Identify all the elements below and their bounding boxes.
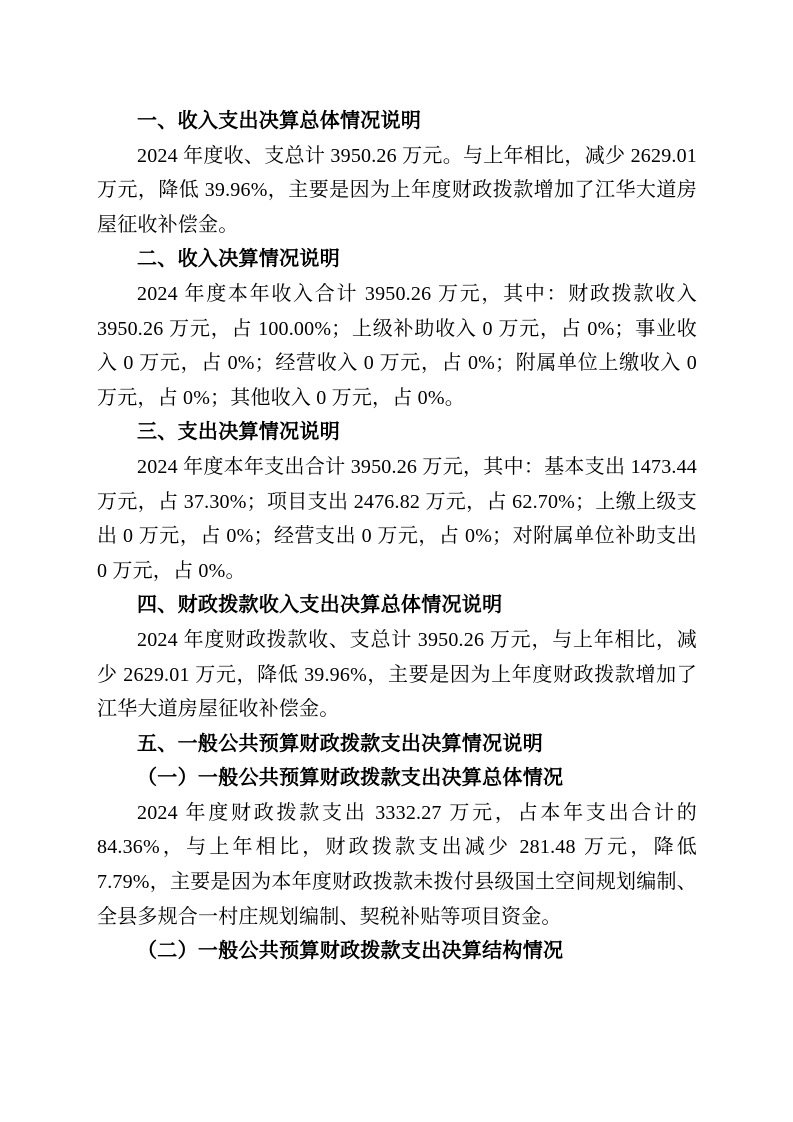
- section-1-paragraph: 2024 年度收、支总计 3950.26 万元。与上年相比，减少 2629.01 万元，降低 39.96%，主要是因为上年度财政拨款增加了江华大道房屋征收补偿金。: [97, 144, 697, 236]
- section-5-subsection-1-paragraph: 2024 年度财政拨款支出 3332.27 万元，占本年支出合计的 84.36%，与上年相比，财政拨款支出减少 281.48 万元，降低 7.79%，主要是因为本年度财政拨款未拨付县级国土空间规划编制、全县多规合一村庄规划编制、契税补贴等项目资金。: [97, 801, 697, 928]
- section-4-paragraph: 2024 年度财政拨款收、支总计 3950.26 万元，与上年相比，减少 2629.01 万元，降低 39.96%，主要是因为上年度财政拨款增加了江华大道房屋征收补偿金。: [97, 628, 697, 721]
- section-2-paragraph: 2024 年度本年收入合计 3950.26 万元，其中：财政拨款收入 3950.26 万元，占 100.00%；上级补助收入 0 万元，占 0%；事业收入 0 万元，占 0%；经营收入 0 万元，占 0%；附属单位上缴收入 0 万元，占 0%；其他收入 0 万元，占 0%。: [97, 282, 697, 409]
- section-5-heading: 五、一般公共预算财政拨款支出决算情况说明: [137, 732, 543, 755]
- section-4-heading: 四、财政拨款收入支出决算总体情况说明: [137, 594, 503, 617]
- section-3-paragraph: 2024 年度本年支出合计 3950.26 万元，其中：基本支出 1473.44 万元，占 37.30%；项目支出 2476.82 万元，占 62.70%；上缴上级支出 0 万元，占 0%；经营支出 0 万元，占 0%；对附属单位补助支出 0 万元，占 0%。: [97, 455, 697, 582]
- section-1-heading: 一、收入支出决算总体情况说明: [137, 110, 422, 132]
- section-3-heading: 三、支出决算情况说明: [137, 421, 340, 444]
- section-2-heading: 二、收入决算情况说明: [137, 248, 340, 271]
- section-5-subsection-1-heading: （一）一般公共预算财政拨款支出决算总体情况: [137, 767, 564, 790]
- document-body: [97, 104, 697, 969]
- section-5-subsection-2-heading: （二）一般公共预算财政拨款支出决算结构情况: [137, 940, 564, 963]
